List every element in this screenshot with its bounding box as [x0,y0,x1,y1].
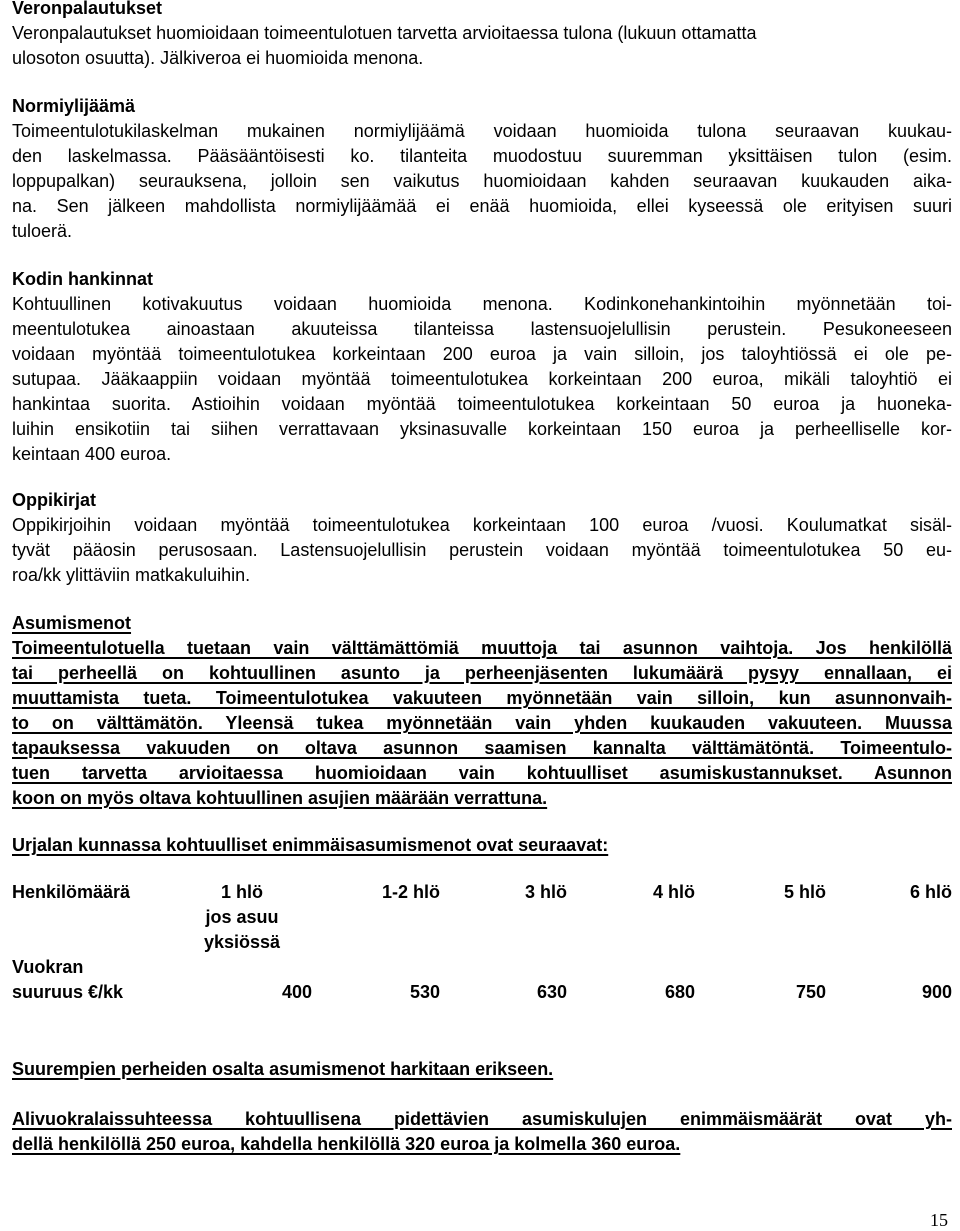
section-oppikirjat [12,488,952,588]
table-cell: 750 [795,982,826,1002]
table-cell: 680 [664,982,695,1002]
section-kodin-hankinnat [12,267,952,467]
table-cell: 900 [921,982,952,1002]
table-header-cell: 1-2 hlö [381,882,440,902]
paragraph-line: den laskelmassa. Pääsääntöisesti ko. tilanteita muodostuu suuremman yksittäisen tulon (esim. [12,146,952,166]
paragraph-line: meentulotukea ainoastaan akuuteissa tilanteissa lastensuojelullisin perustein. Pesukoneeseen [12,319,952,339]
note-text: Suurempien perheiden osalta asumismenot harkitaan erikseen. [12,1059,554,1079]
row-header-henkilomaara: Henkilömäärä [12,882,131,902]
cell-text: Vuokran [12,957,84,977]
paragraph-line: Veronpalautukset huomioidaan toimeentulotuen tarvetta arvioitaessa tulona (lukuun ottamatta [12,23,757,43]
section-heading: Oppikirjat [12,490,97,510]
paragraph-line: koon on myös oltava kohtuullinen asujien määrään verrattuna. [12,788,548,808]
paragraph-line: muuttamista tueta. Toimeentulotukea vakuuteen myönnetään vain silloin, kun asunnonvaih- [12,688,952,708]
paragraph-line: hankintaa suorita. Astioihin voidaan myöntää toimeentulotukea korkeintaan 50 euroa ja huoneka- [12,394,952,414]
paragraph-line: Toimeentulotuella tuetaan vain välttämättömiä muuttoja tai asunnon vaihtoja. Jos henkilöllä [12,638,952,658]
paragraph-line: Kohtuullinen kotivakuutus voidaan huomioida menona. Kodinkonehankintoihin myönnetään toi- [12,294,952,314]
section-heading: Kodin hankinnat [12,269,153,289]
paragraph-line: to on välttämätön. Yleensä tukea myönnetään vain yhden kuukauden vakuuteen. Muussa [12,713,952,733]
cell-text: yksiössä [203,932,281,952]
note-line: dellä henkilöllä 250 euroa, kahdella henkilöllä 320 euroa ja kolmella 360 euroa. [12,1134,681,1154]
paragraph-line: ulosoton osuutta). Jälkiveroa ei huomioida menona. [12,48,424,68]
section-heading: Asumismenot [12,613,132,633]
paragraph-line: tuen tarvetta arvioitaessa huomioidaan vain kohtuulliset asumiskustannukset. Asunnon [12,763,952,783]
paragraph-line: tai perheellä on kohtuullinen asunto ja perheenjäsenten lukumäärä pysyy ennallaan, ei [12,663,952,683]
table-header-cell: 5 hlö [783,882,826,902]
larger-families-note [12,1057,952,1082]
urjala-rent-heading-block [12,833,952,858]
paragraph-line: loppupalkan) seurauksena, jolloin sen vaikutus huomioidaan kahden seuraavan kuukauden aika- [12,171,952,191]
urjala-rent-heading: Urjalan kunnassa kohtuulliset enimmäisasumismenot ovat seuraavat: [12,835,609,855]
paragraph-line: roa/kk ylittäviin matkakuluihin. [12,565,251,585]
paragraph-line: tuloerä. [12,221,73,241]
table-cell: 530 [409,982,440,1002]
rent-limits-table [12,880,952,1005]
paragraph-line: Toimeentulotukilaskelman mukainen normiylijäämä voidaan huomioida tulona seuraavan kuukau- [12,121,952,141]
cell-text: jos asuu [205,907,279,927]
table-header-cell: 4 hlö [652,882,695,902]
table-row [12,955,952,1005]
paragraph-line: Oppikirjoihin voidaan myöntää toimeentulotukea korkeintaan 100 euroa /vuosi. Koulumatkat sisäl- [12,515,952,535]
paragraph-line: na. Sen jälkeen mahdollista normiylijäämää ei enää huomioida, ellei kyseessä ole erityisen suuri [12,196,952,216]
paragraph-line: sutupaa. Jääkaappiin voidaan myöntää toimeentulotukea korkeintaan 200 euroa, mikäli taloyhtiö ei [12,369,952,389]
section-heading: Normiylijäämä [12,96,136,116]
section-veronpalautukset [12,0,952,71]
paragraph-line: keintaan 400 euroa. [12,444,172,464]
page-number: 15 [930,1210,948,1230]
note-line: Alivuokralaissuhteessa kohtuullisena pidettävien asumiskulujen enimmäismäärät ovat yh- [12,1109,952,1129]
section-heading: Veronpalautukset [12,0,163,18]
paragraph-line: tyvät pääosin perusosaan. Lastensuojelullisin perustein voidaan myöntää toimeentulotukea 50 eu- [12,540,952,560]
subletting-note [12,1107,952,1157]
paragraph-line: voidaan myöntää toimeentulotukea korkeintaan 200 euroa ja vain silloin, jos taloyhtiössä ei ole pe- [12,344,952,364]
table-cell: 630 [536,982,567,1002]
paragraph-line: tapauksessa vakuuden on oltava asunnon saamisen kannalta välttämätöntä. Toimeentulo- [12,738,952,758]
cell-text: suuruus €/kk [12,982,124,1002]
section-asumismenot [12,611,952,811]
table-row [12,880,952,955]
cell-text: 1 hlö [220,882,263,902]
table-header-cell [172,880,312,955]
row-header-vuokran-suuruus [12,955,172,1005]
table-header-cell: 3 hlö [524,882,567,902]
table-cell: 400 [281,982,312,1002]
paragraph-line: luihin ensikotiin tai siihen verrattavaan yksinasuvalle korkeintaan 150 euroa ja perheelliselle kor- [12,419,952,439]
section-normiylijaama [12,94,952,244]
table-header-cell: 6 hlö [909,882,952,902]
